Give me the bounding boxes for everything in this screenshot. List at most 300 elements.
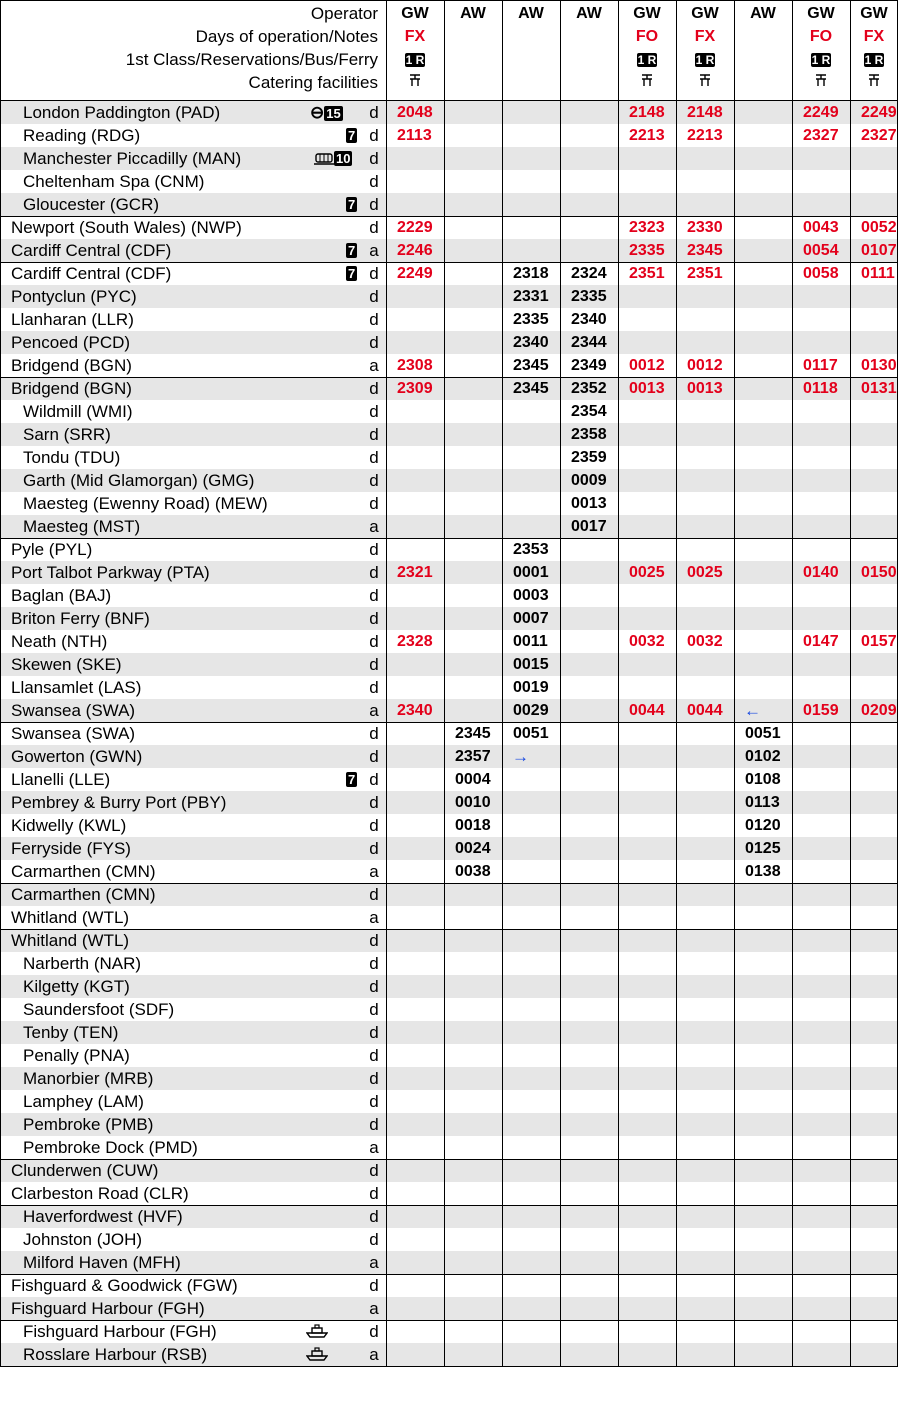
departure-time: 0043 [803, 219, 839, 236]
station-name: Wildmill (WMI) [23, 402, 133, 421]
arr-dep-marker: d [369, 1023, 379, 1042]
header-label-1: Days of operation/Notes [195, 27, 378, 46]
arr-dep-marker: d [369, 563, 379, 582]
catering-icon [618, 71, 676, 94]
arr-dep-marker: d [369, 1000, 379, 1019]
departure-time: 0107 [861, 242, 897, 259]
section-separator-line [0, 929, 898, 930]
station-row [0, 124, 898, 147]
departure-time: 2213 [687, 127, 723, 144]
departure-time: 2249 [397, 265, 433, 282]
station-name: Bridgend (BGN) [11, 356, 132, 375]
station-name: Pencoed (PCD) [11, 333, 131, 352]
interchange-7-icon: 7 [348, 243, 356, 258]
header-days: FX [694, 28, 716, 45]
station-name: Whitland (WTL) [11, 931, 130, 950]
tram-10-icon: 10 [314, 147, 354, 170]
arr-dep-marker: a [369, 517, 379, 536]
catering-icon [386, 71, 444, 94]
arr-dep-marker: a [369, 701, 379, 720]
departure-time: 0029 [513, 702, 549, 719]
station-row [0, 952, 898, 975]
station-row [0, 906, 898, 929]
departure-time: 2349 [571, 357, 607, 374]
station-row [0, 354, 898, 377]
grid-vertical-line [792, 0, 793, 1366]
departure-time: 0111 [861, 265, 895, 282]
departure-time: 0013 [687, 380, 723, 397]
station-row [0, 101, 898, 124]
station-row [0, 216, 898, 239]
header-operator: GW [807, 5, 835, 22]
station-name: Baglan (BAJ) [11, 586, 112, 605]
departure-time: 0019 [513, 679, 549, 696]
ferry-icon [306, 1343, 328, 1366]
station-row [0, 515, 898, 538]
departure-time: 2351 [687, 265, 723, 282]
grid-vertical-line [502, 0, 503, 1366]
arr-dep-marker: d [369, 402, 379, 421]
station-name: Pembroke Dock (PMD) [23, 1138, 198, 1157]
station-row [0, 492, 898, 515]
arr-dep-marker: d [369, 172, 379, 191]
first-class-reservation-icon: 1 R [864, 53, 884, 67]
station-row [0, 883, 898, 906]
station-row [0, 377, 898, 400]
arr-dep-marker: d [369, 494, 379, 513]
station-row [0, 400, 898, 423]
station-name: Carmarthen (CMN) [11, 885, 156, 904]
station-row [0, 791, 898, 814]
departure-time: 0102 [745, 748, 781, 765]
arr-dep-marker: d [369, 632, 379, 651]
station-name: Newport (South Wales) (NWP) [11, 218, 242, 237]
station-name: Carmarthen (CMN) [11, 862, 156, 881]
arr-dep-marker: d [369, 954, 379, 973]
station-row [0, 768, 898, 791]
arr-dep-marker: a [369, 862, 379, 881]
departure-time: 2327 [803, 127, 839, 144]
departure-time: 0010 [455, 794, 491, 811]
arr-dep-marker: d [369, 885, 379, 904]
departure-time: 2308 [397, 357, 433, 374]
section-separator-line [0, 100, 898, 101]
station-name: Pontyclun (PYC) [11, 287, 137, 306]
station-row [0, 331, 898, 354]
underground-15-icon: ⊖ 15 [310, 103, 341, 122]
station-row [0, 860, 898, 883]
station-row [0, 1320, 898, 1343]
departure-time: 2353 [513, 541, 549, 558]
header-days: FX [404, 28, 426, 45]
departure-time: 2335 [571, 288, 607, 305]
section-separator-line [0, 1366, 898, 1367]
arr-dep-marker: d [369, 1230, 379, 1249]
station-row [0, 1159, 898, 1182]
header-days: FX [863, 28, 885, 45]
departure-time: 0013 [629, 380, 665, 397]
station-name: Pembrey & Burry Port (PBY) [11, 793, 227, 812]
departure-time: 0108 [745, 771, 781, 788]
station-row [0, 653, 898, 676]
grid-vertical-line [676, 0, 677, 1366]
station-row [0, 561, 898, 584]
departure-time: 0209 [861, 702, 897, 719]
departure-time: 0118 [803, 380, 838, 397]
departure-time: 0058 [803, 265, 839, 282]
departure-time: 2345 [513, 380, 549, 397]
station-name: Skewen (SKE) [11, 655, 122, 674]
station-name: Sarn (SRR) [23, 425, 111, 444]
arr-dep-marker: d [369, 195, 379, 214]
departure-time: 2048 [397, 104, 433, 121]
station-row [0, 469, 898, 492]
station-row [0, 285, 898, 308]
arr-dep-marker: d [369, 747, 379, 766]
departure-time: 2340 [513, 334, 549, 351]
header-operator: GW [691, 5, 719, 22]
station-name: Johnston (JOH) [23, 1230, 143, 1249]
header-label-0: Operator [310, 4, 378, 23]
grid-vertical-line [734, 0, 735, 1366]
station-name: Port Talbot Parkway (PTA) [11, 563, 210, 582]
station-row [0, 676, 898, 699]
departure-time: 0024 [455, 840, 491, 857]
departure-time: 2351 [629, 265, 665, 282]
station-row [0, 722, 898, 745]
station-name: Fishguard Harbour (FGH) [11, 1299, 205, 1318]
arr-dep-marker: d [369, 379, 379, 398]
departure-time: 2352 [571, 380, 607, 397]
arr-dep-marker: a [369, 1138, 379, 1157]
arr-dep-marker: a [369, 356, 379, 375]
arr-dep-marker: d [369, 977, 379, 996]
departure-time: 0007 [513, 610, 549, 627]
arr-dep-marker: d [369, 655, 379, 674]
station-row [0, 1090, 898, 1113]
section-separator-line [0, 1159, 898, 1160]
station-row [0, 1021, 898, 1044]
section-separator-line [0, 538, 898, 539]
station-name: Pembroke (PMB) [23, 1115, 154, 1134]
departure-time: 2344 [571, 334, 607, 351]
first-class-reservation-icon: 1 R [695, 53, 715, 67]
departure-time: 0011 [513, 633, 548, 650]
station-name: Neath (NTH) [11, 632, 108, 651]
departure-time: 0157 [861, 633, 897, 650]
departure-time: 0044 [629, 702, 665, 719]
station-name: Cheltenham Spa (CNM) [23, 172, 205, 191]
station-name: Llanelli (LLE) [11, 770, 111, 789]
departure-time: 2354 [571, 403, 607, 420]
first-class-reservation-icon: 1 R [811, 53, 831, 67]
station-name: Lamphey (LAM) [23, 1092, 144, 1111]
departure-time: 2148 [687, 104, 723, 121]
station-row [0, 1251, 898, 1274]
station-name: Tondu (TDU) [23, 448, 121, 467]
arr-dep-marker: d [369, 126, 379, 145]
arr-dep-marker: d [369, 1092, 379, 1111]
header-operator: AW [576, 5, 602, 22]
station-row [0, 584, 898, 607]
station-name: Reading (RDG) [23, 126, 141, 145]
station-name: Penally (PNA) [23, 1046, 130, 1065]
departure-time: 2328 [397, 633, 433, 650]
station-row [0, 837, 898, 860]
arr-dep-marker: d [369, 540, 379, 559]
departure-time: 0017 [571, 518, 607, 535]
station-row [0, 699, 898, 722]
station-row [0, 423, 898, 446]
departure-time: 2330 [687, 219, 723, 236]
departure-time: 0003 [513, 587, 549, 604]
departure-time: 0125 [745, 840, 781, 857]
departure-time: 0052 [861, 219, 897, 236]
departure-time: 0015 [513, 656, 549, 673]
arr-dep-marker: d [369, 1184, 379, 1203]
departure-time: 0113 [745, 794, 780, 811]
arr-dep-marker: d [369, 448, 379, 467]
arr-dep-marker: d [369, 264, 379, 283]
departure-time: 0147 [803, 633, 839, 650]
departure-time: 2358 [571, 426, 607, 443]
station-row [0, 1297, 898, 1320]
section-separator-line [0, 216, 898, 217]
departure-time: 2113 [397, 127, 432, 144]
section-separator-line [0, 1320, 898, 1321]
first-class-reservation-icon: 1 R [405, 53, 425, 67]
arr-dep-marker: d [369, 1322, 379, 1341]
arr-dep-marker: d [369, 931, 379, 950]
station-name: Garth (Mid Glamorgan) (GMG) [23, 471, 255, 490]
header-days: FO [809, 28, 833, 45]
first-class-reservation-icon: 1 R [637, 53, 657, 67]
station-name: Haverfordwest (HVF) [23, 1207, 183, 1226]
departure-time: 0138 [745, 863, 781, 880]
departure-time: 2345 [513, 357, 549, 374]
departure-time: 0025 [687, 564, 723, 581]
departure-time: 2335 [513, 311, 549, 328]
arr-dep-marker: d [369, 839, 379, 858]
station-name: Maesteg (Ewenny Road) (MEW) [23, 494, 268, 513]
station-row [0, 538, 898, 561]
interchange-7-icon: 7 [348, 772, 356, 787]
arr-dep-marker: d [369, 770, 379, 789]
departure-time: 2148 [629, 104, 665, 121]
station-name: Maesteg (MST) [23, 517, 141, 536]
departure-time: 2318 [513, 265, 549, 282]
section-separator-line [0, 722, 898, 723]
departure-time: 0018 [455, 817, 491, 834]
station-name: Ferryside (FYS) [11, 839, 131, 858]
arr-dep-marker: d [369, 724, 379, 743]
grid-vertical-line [444, 0, 445, 1366]
station-row [0, 239, 898, 262]
station-row [0, 170, 898, 193]
departure-time: 0032 [687, 633, 723, 650]
header-days: FO [635, 28, 659, 45]
station-name: Manorbier (MRB) [23, 1069, 154, 1088]
departure-time: 0012 [629, 357, 665, 374]
departure-time: 2327 [861, 127, 897, 144]
interchange-7-icon: 7 [348, 128, 356, 143]
catering-icon [676, 71, 734, 94]
station-name: Briton Ferry (BNF) [11, 609, 150, 628]
departure-time: 2249 [861, 104, 897, 121]
section-separator-line [0, 1274, 898, 1275]
departure-time: 2246 [397, 242, 433, 259]
arr-dep-marker: d [369, 816, 379, 835]
arr-dep-marker: d [369, 310, 379, 329]
arr-dep-marker: d [369, 609, 379, 628]
station-row [0, 1274, 898, 1297]
arr-dep-marker: a [369, 1253, 379, 1272]
grid-vertical-line [618, 0, 619, 1366]
grid-vertical-line [386, 0, 387, 1366]
station-row [0, 1205, 898, 1228]
departure-time: 2331 [513, 288, 549, 305]
arr-dep-marker: a [369, 908, 379, 927]
station-name: Bridgend (BGN) [11, 379, 132, 398]
station-name: Fishguard Harbour (FGH) [23, 1322, 217, 1341]
station-name: Gowerton (GWN) [11, 747, 143, 766]
departure-time: 2323 [629, 219, 665, 236]
arr-dep-marker: a [369, 241, 379, 260]
departure-time: 0009 [571, 472, 607, 489]
station-name: Fishguard & Goodwick (FGW) [11, 1276, 238, 1295]
departure-time: 0117 [803, 357, 838, 374]
interchange-7-icon: 7 [348, 197, 356, 212]
departure-time: 0001 [513, 564, 549, 581]
departure-time: 2335 [629, 242, 665, 259]
station-name: Llanharan (LLR) [11, 310, 134, 329]
grid-vertical-line [850, 0, 851, 1366]
station-row [0, 975, 898, 998]
departure-time: 2340 [571, 311, 607, 328]
station-row [0, 1343, 898, 1366]
header-operator: GW [633, 5, 661, 22]
station-name: Milford Haven (MFH) [23, 1253, 181, 1272]
arr-dep-marker: d [369, 793, 379, 812]
arr-dep-marker: a [369, 1345, 379, 1364]
arr-dep-marker: d [369, 1115, 379, 1134]
section-separator-line [0, 377, 898, 378]
arr-dep-marker: d [369, 333, 379, 352]
station-row [0, 1182, 898, 1205]
arr-dep-marker: d [369, 1046, 379, 1065]
section-separator-line [0, 883, 898, 884]
departure-time: 0054 [803, 242, 839, 259]
station-name: Swansea (SWA) [11, 701, 136, 720]
station-row [0, 308, 898, 331]
departure-time: 0051 [745, 725, 781, 742]
station-name: Tenby (TEN) [23, 1023, 119, 1042]
arr-dep-marker: d [369, 1207, 379, 1226]
station-name: Clunderwen (CUW) [11, 1161, 159, 1180]
connection-right-arrow-icon: → [512, 747, 529, 766]
arr-dep-marker: d [369, 218, 379, 237]
departure-time: 0044 [687, 702, 723, 719]
station-row [0, 1228, 898, 1251]
departure-time: 0120 [745, 817, 781, 834]
departure-time: 2357 [455, 748, 491, 765]
station-row [0, 446, 898, 469]
arr-dep-marker: d [369, 678, 379, 697]
header-operator: GW [860, 5, 888, 22]
arr-dep-marker: d [369, 425, 379, 444]
arr-dep-marker: d [369, 287, 379, 306]
departure-time: 0150 [861, 564, 897, 581]
arr-dep-marker: a [369, 1299, 379, 1318]
station-row [0, 1067, 898, 1090]
station-name: Cardiff Central (CDF) [11, 264, 172, 283]
station-name: London Paddington (PAD) [23, 103, 221, 122]
departure-time: 2359 [571, 449, 607, 466]
grid-vertical-line [560, 0, 561, 1366]
station-name: Narberth (NAR) [23, 954, 142, 973]
section-separator-line [0, 262, 898, 263]
departure-time: 0012 [687, 357, 723, 374]
station-row [0, 929, 898, 952]
station-row [0, 1113, 898, 1136]
departure-time: 2345 [455, 725, 491, 742]
departure-time: 2229 [397, 219, 433, 236]
departure-time: 2213 [629, 127, 665, 144]
station-name: Clarbeston Road (CLR) [11, 1184, 189, 1203]
header-label-2: 1st Class/Reservations/Bus/Ferry [125, 50, 378, 69]
departure-time: 0131 [861, 380, 897, 397]
station-row [0, 607, 898, 630]
departure-time: 0025 [629, 564, 665, 581]
departure-time: 2321 [397, 564, 433, 581]
grid-vertical-line [0, 0, 1, 1366]
section-separator-line [0, 1205, 898, 1206]
departure-time: 0140 [803, 564, 839, 581]
station-row [0, 193, 898, 216]
ferry-icon [306, 1320, 328, 1343]
departure-time: 2340 [397, 702, 433, 719]
arr-dep-marker: d [369, 1069, 379, 1088]
station-row [0, 745, 898, 768]
station-name: Rosslare Harbour (RSB) [23, 1345, 208, 1364]
station-name: Gloucester (GCR) [23, 195, 160, 214]
header-operator: AW [460, 5, 486, 22]
header-operator: AW [750, 5, 776, 22]
station-name: Pyle (PYL) [11, 540, 93, 559]
station-row [0, 147, 898, 170]
station-name: Llansamlet (LAS) [11, 678, 142, 697]
grid-top-line [0, 0, 898, 1]
arr-dep-marker: d [369, 103, 379, 122]
station-row [0, 814, 898, 837]
arr-dep-marker: d [369, 471, 379, 490]
station-name: Kidwelly (KWL) [11, 816, 127, 835]
departure-time: 2309 [397, 380, 433, 397]
departure-time: 2249 [803, 104, 839, 121]
arr-dep-marker: d [369, 149, 379, 168]
header-label-3: Catering facilities [248, 73, 378, 92]
station-name: Whitland (WTL) [11, 908, 130, 927]
station-row [0, 262, 898, 285]
header-operator: AW [518, 5, 544, 22]
departure-time: 0032 [629, 633, 665, 650]
departure-time: 2345 [687, 242, 723, 259]
arr-dep-marker: d [369, 586, 379, 605]
station-name: Swansea (SWA) [11, 724, 136, 743]
departure-time: 0013 [571, 495, 607, 512]
arr-dep-marker: d [369, 1276, 379, 1295]
station-row [0, 1044, 898, 1067]
